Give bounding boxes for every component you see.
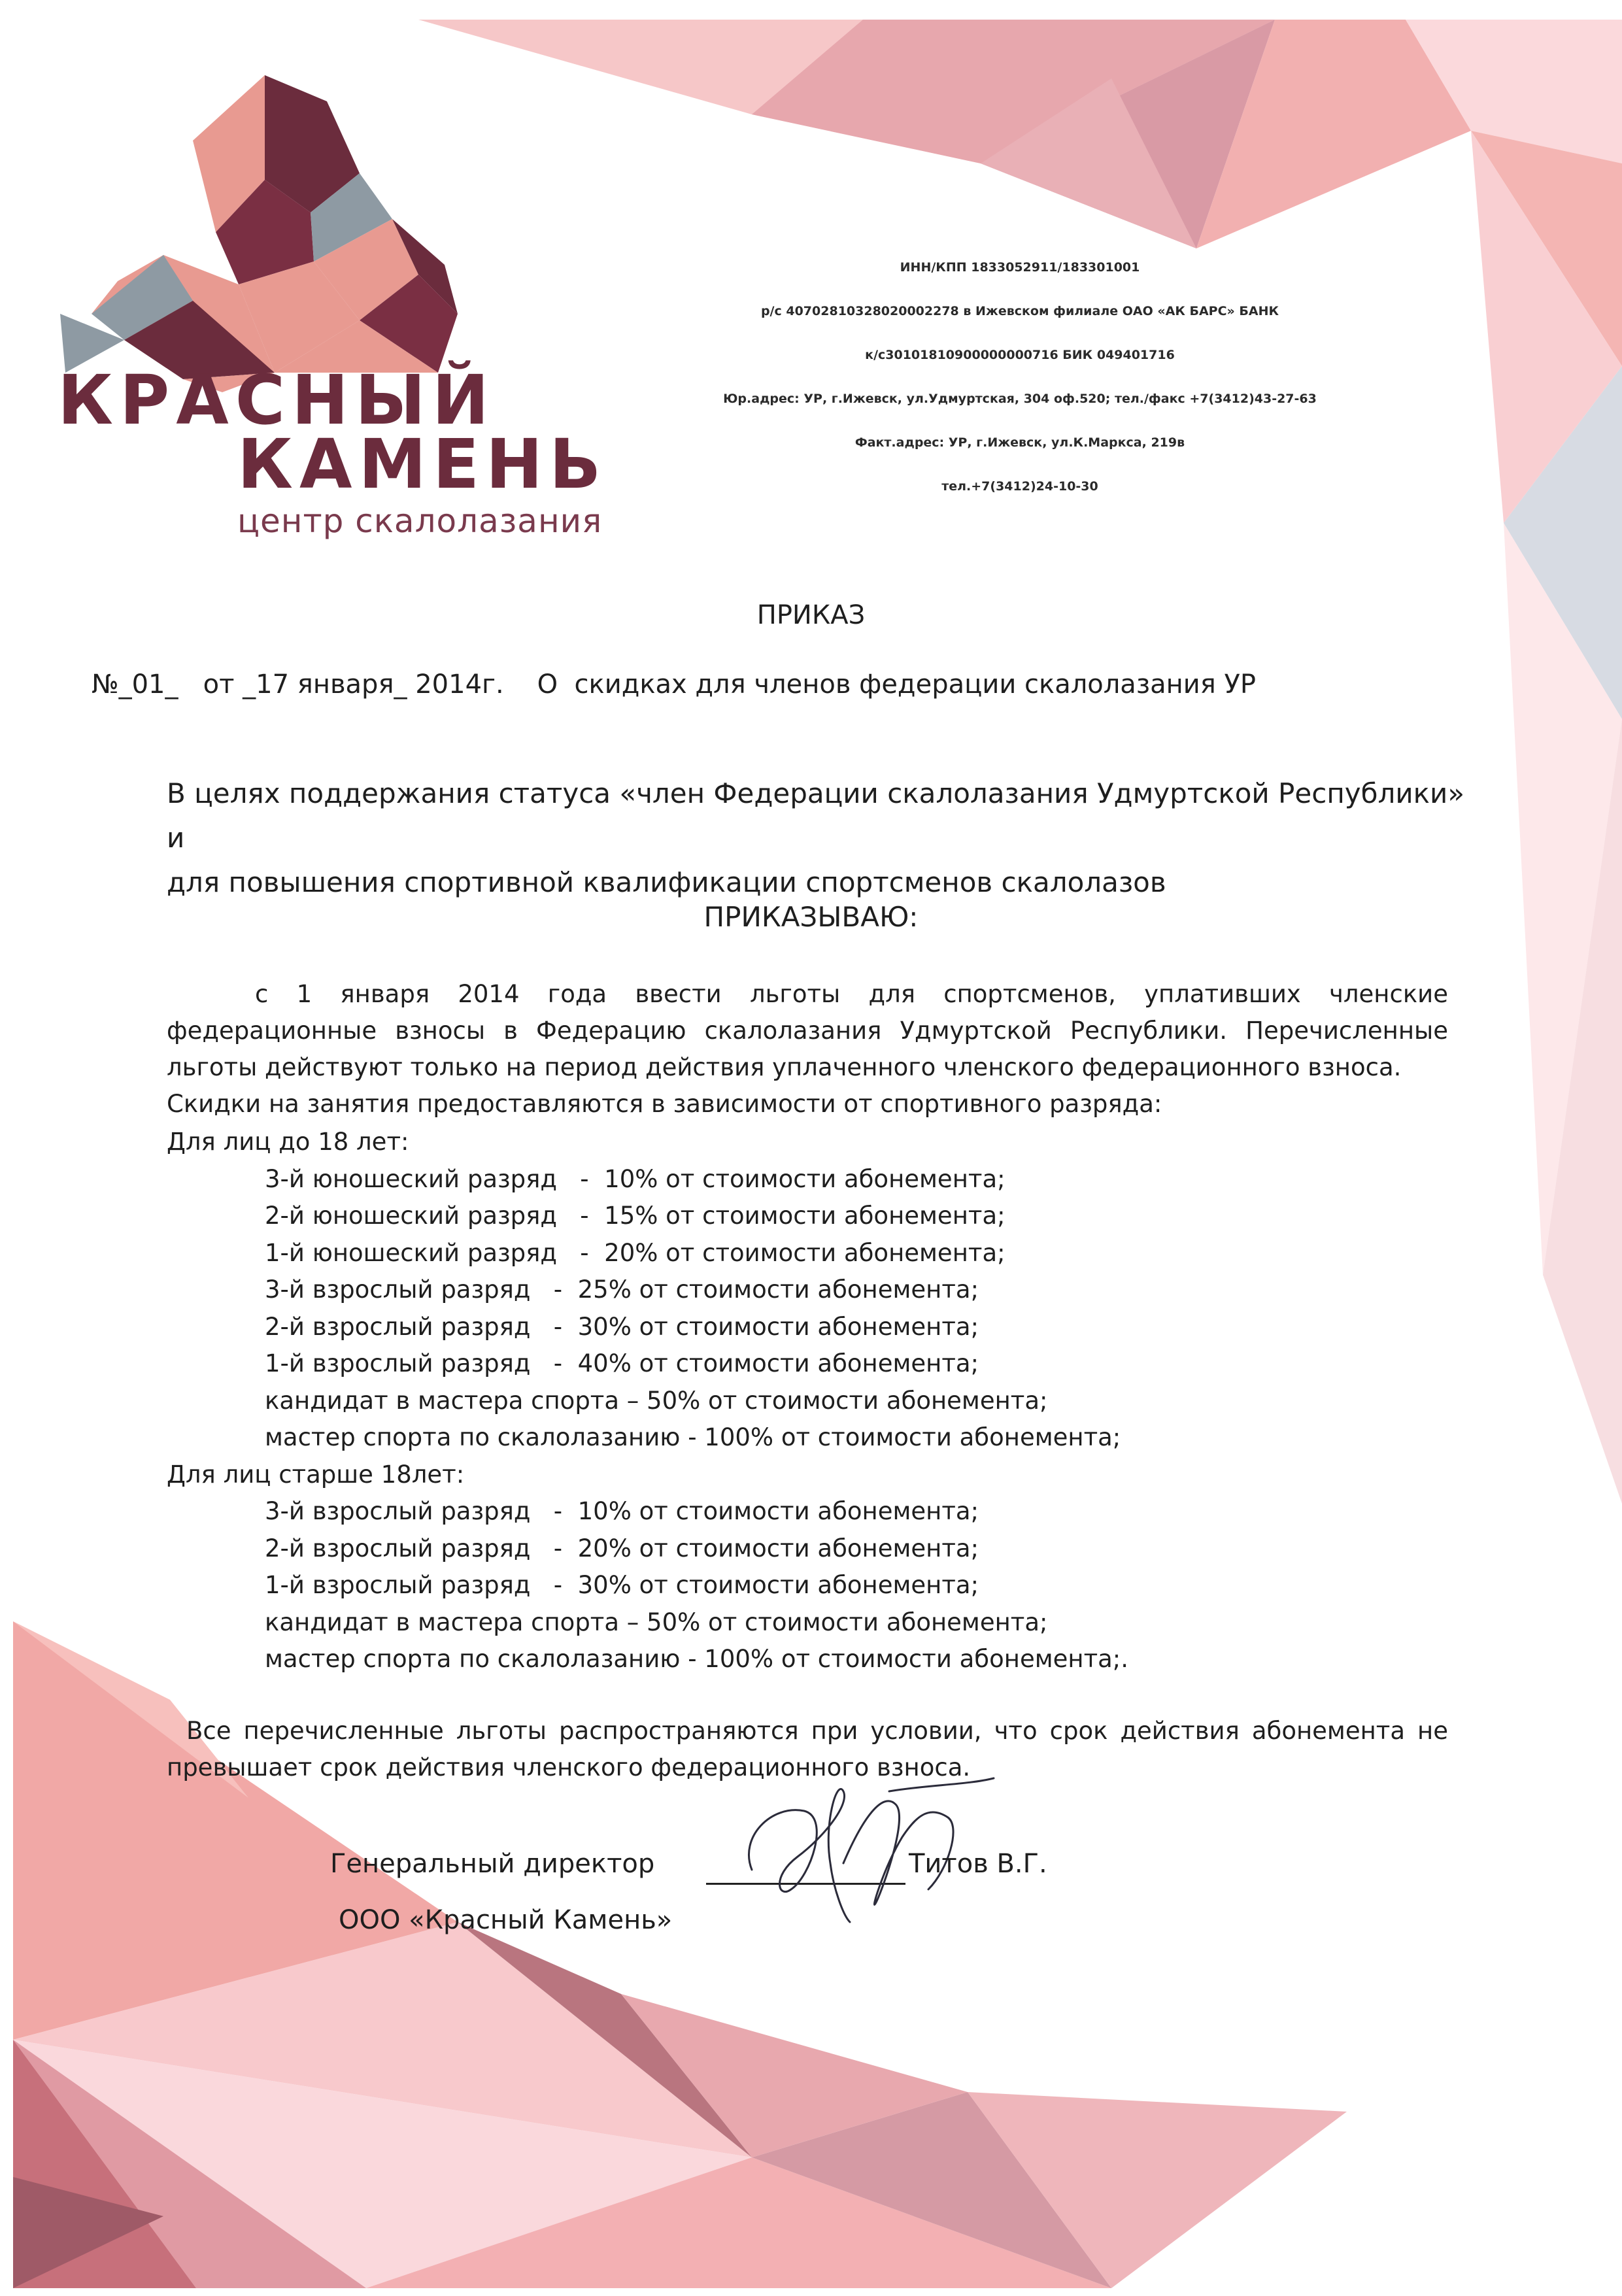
list-item: 1-й взрослый разряд - 40% от стоимости абонемента; — [265, 1349, 979, 1377]
logo-line-krasny: КРАСНЫЙ — [58, 360, 496, 440]
signer-organization: ООО «Красный Камень» — [339, 1905, 673, 1935]
order-header-line — [92, 669, 1256, 700]
logo-tagline: центр скалолазания — [237, 502, 603, 540]
list-item: кандидат в мастера спорта – 50% от стоимости абонемента; — [265, 1608, 1048, 1636]
intro-line-2: для повышения спортивной квалификации спортсменов скалолазов — [167, 866, 1166, 898]
order-subject: О скидках для членов федерации скалолазания УР — [537, 669, 1257, 700]
benefits-paragraph: с 1 января 2014 года ввести льготы для спортсменов, уплативших членские федерационные взносы в Федерацию скалолазания Удмуртской Республики. Перечисленные льготы действуют только на период действия уплаченного членского федерационного взноса. — [167, 980, 1448, 1081]
requisite-inn: ИНН/КПП 1833052911/183301001 — [900, 260, 1140, 275]
list-item: 3-й взрослый разряд - 10% от стоимости абонемента; — [265, 1497, 979, 1525]
closing-text: Все перечисленные льготы распространяются при условии, что срок действия абонемента не превышает срок действия членского федерационного взноса. — [167, 1717, 1448, 1781]
intro-line-1: В целях поддержания статуса «член Федерации скалолазания Удмуртской Республики» и — [167, 777, 1465, 854]
discount-list — [167, 1124, 1128, 1678]
order-number: №_01_ — [92, 669, 178, 700]
requisite-phone: тел.+7(3412)24-10-30 — [941, 479, 1098, 494]
requisite-bik: к/с30101810900000000716 БИК 049401716 — [865, 348, 1175, 362]
document-title: ПРИКАЗ — [756, 600, 866, 630]
signer-title: Генеральный директор — [330, 1849, 655, 1879]
list-item: 2-й взрослый разряд - 30% от стоимости абонемента; — [265, 1312, 979, 1341]
list-item: мастер спорта по скалолазанию - 100% от стоимости абонемента;. — [265, 1645, 1129, 1673]
list-item: 2-й взрослый разряд - 20% от стоимости абонемента; — [265, 1534, 979, 1562]
list-item: кандидат в мастера спорта – 50% от стоимости абонемента; — [265, 1386, 1048, 1415]
requisite-legal-address: Юр.адрес: УР, г.Ижевск, ул.Удмуртская, 304 оф.520; тел./факс +7(3412)43-27-63 — [723, 392, 1317, 406]
company-requisites — [706, 258, 1334, 521]
list-item: мастер спорта по скалолазанию - 100% от стоимости абонемента; — [265, 1423, 1121, 1451]
requisite-account: р/с 40702810328020002278 в Ижевском филиале ОАО «АК БАРС» БАНК — [760, 304, 1279, 318]
discounts-paragraph: Скидки на занятия предоставляются в зависимости от спортивного разряда: — [167, 1090, 1162, 1118]
order-date: от _17 января_ 2014г. — [203, 669, 504, 700]
under18-title: Для лиц до 18 лет: — [167, 1128, 409, 1156]
handwritten-signature — [732, 1765, 1007, 1929]
list-item: 1-й взрослый разряд - 30% от стоимости абонемента; — [265, 1571, 979, 1599]
list-item: 3-й взрослый разряд - 25% от стоимости абонемента; — [265, 1275, 979, 1304]
intro-paragraph — [167, 771, 1474, 905]
logo-wordmark — [58, 360, 620, 540]
over18-title: Для лиц старше 18лет: — [167, 1460, 465, 1489]
list-item: 3-й юношеский разряд - 10% от стоимости абонемента; — [265, 1164, 1005, 1193]
requisite-actual-address: Факт.адрес: УР, г.Ижевск, ул.К.Маркса, 219в — [854, 435, 1185, 450]
order-word: ПРИКАЗЫВАЮ: — [703, 901, 919, 933]
signer-name: Титов В.Г. — [909, 1849, 1047, 1879]
logo-line-kamen: КАМЕНЬ — [237, 424, 608, 504]
order-body — [167, 976, 1448, 1123]
list-item: 2-й юношеский разряд - 15% от стоимости абонемента; — [265, 1202, 1005, 1230]
list-item: 1-й юношеский разряд - 20% от стоимости абонемента; — [265, 1238, 1005, 1267]
